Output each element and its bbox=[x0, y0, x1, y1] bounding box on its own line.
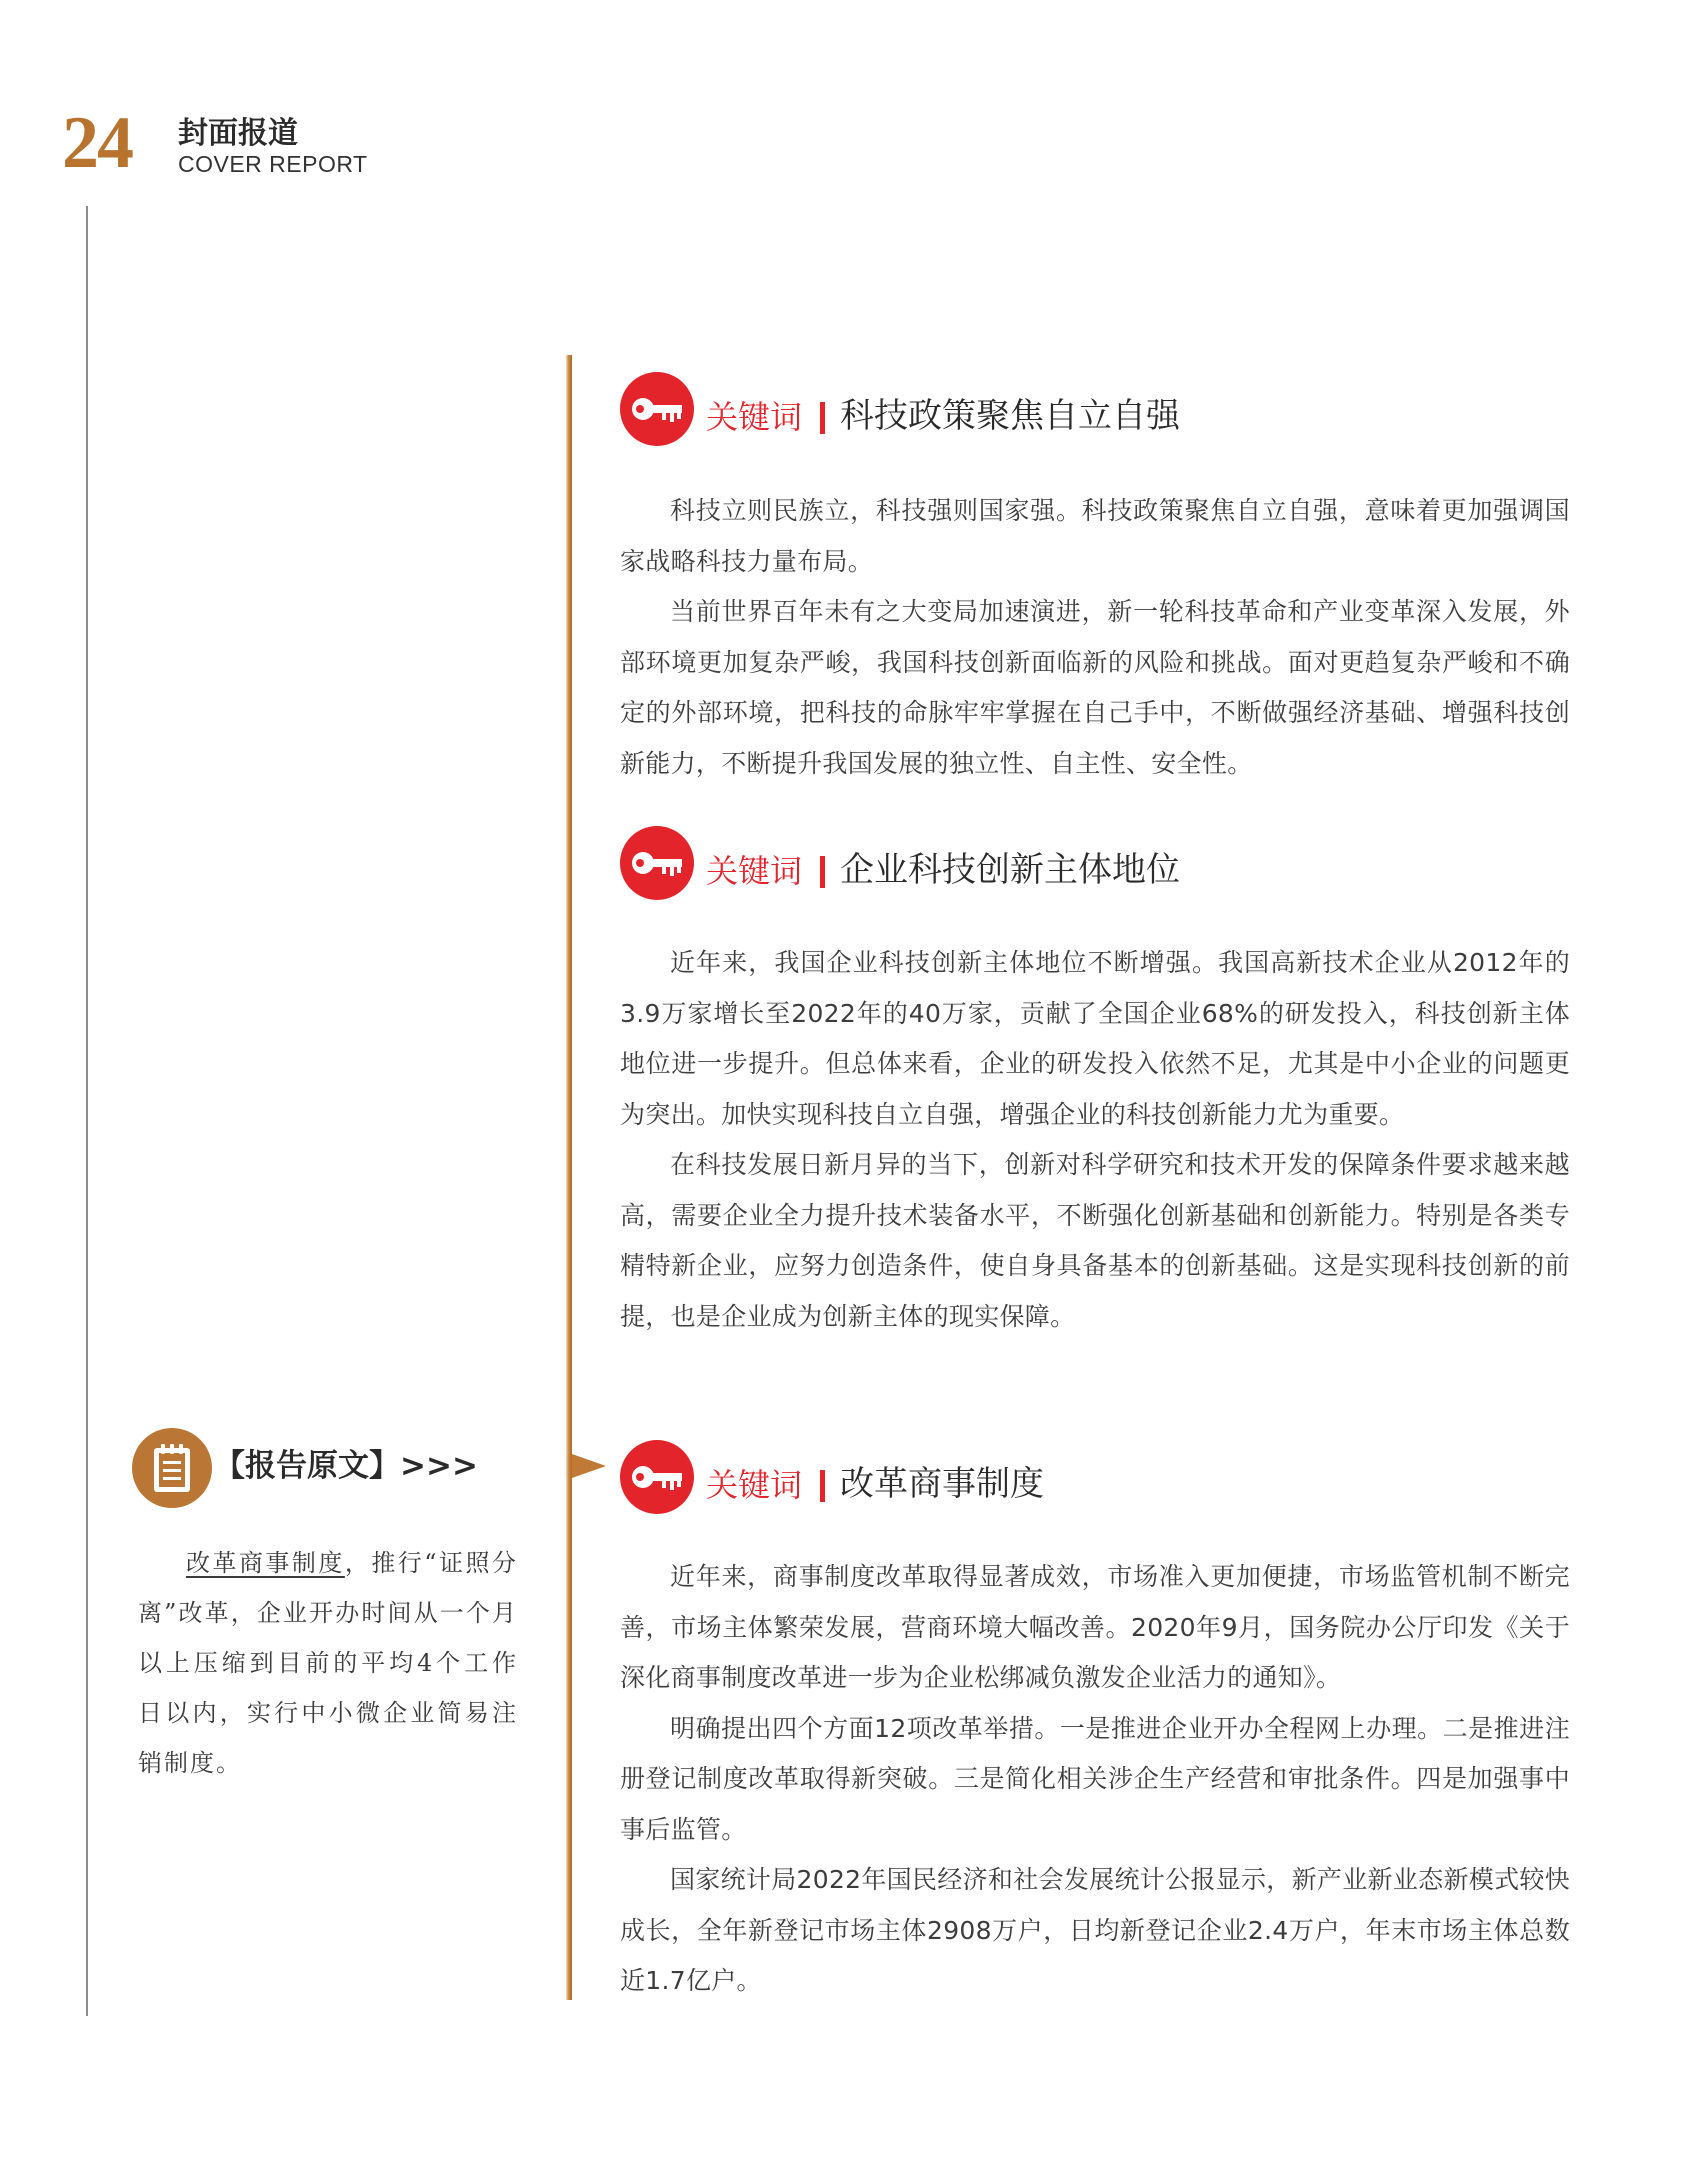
paragraph: 国家统计局2022年国民经济和社会发展统计公报显示，新产业新业态新模式较快成长，全年新登记市场主体2908万户，日均新登记企业2.4万户，年末市场主体总数近1.7亿户。 bbox=[620, 1865, 1570, 1995]
report-excerpt bbox=[138, 1538, 518, 1788]
section-title-cn: 封面报道 bbox=[178, 116, 298, 151]
keyword-separator bbox=[820, 856, 825, 888]
keyword-heading-2 bbox=[620, 826, 1320, 902]
keyword-title: 企业科技创新主体地位 bbox=[840, 850, 1180, 890]
section-body-3 bbox=[620, 1552, 1570, 2007]
section-body-2 bbox=[620, 938, 1570, 1342]
clipboard-icon bbox=[132, 1428, 212, 1508]
paragraph: 近年来，商事制度改革取得显著成效，市场准入更加便捷，市场监管机制不断完善，市场主体繁荣发展，营商环境大幅改善。2020年9月，国务院办公厅印发《关于深化商事制度改革进一步为企业松绑减负激发企业活力的通知》。 bbox=[620, 1562, 1570, 1692]
paragraph: 科技立则民族立，科技强则国家强。科技政策聚焦自立自强，意味着更加强调国家战略科技力量布局。 bbox=[620, 496, 1570, 576]
section-title-en: COVER REPORT bbox=[178, 151, 368, 177]
paragraph: 明确提出四个方面12项改革举措。一是推进企业开办全程网上办理。二是推进注册登记制度改革取得新突破。三是简化相关涉企生产经营和审批条件。四是加强事中事后监管。 bbox=[620, 1713, 1570, 1844]
keyword-heading-3 bbox=[620, 1440, 1320, 1516]
key-icon bbox=[620, 372, 694, 446]
paragraph: 在科技发展日新月异的当下，创新对科学研究和技术开发的保障条件要求越来越高，需要企业全力提升技术装备水平，不断强化创新基础和创新能力。特别是各类专精特新企业，应努力创造条件，使自身具备基本的创新基础。这是实现科技创新的前提，也是企业成为创新主体的现实保障。 bbox=[620, 1150, 1570, 1331]
keyword-heading-1 bbox=[620, 372, 1320, 448]
keyword-label: 关键词 bbox=[706, 398, 803, 436]
key-icon bbox=[620, 826, 694, 900]
key-icon bbox=[620, 1440, 694, 1514]
keyword-title: 科技政策聚焦自立自强 bbox=[840, 396, 1180, 436]
paragraph: 当前世界百年未有之大变局加速演进，新一轮科技革命和产业变革深入发展，外部环境更加复杂严峻，我国科技创新面临新的风险和挑战。面对更趋复杂严峻和不确定的外部环境，把科技的命脉牢牢掌握在自己手中，不断做强经济基础、增强科技创新能力，不断提升我国发展的独立性、自主性、安全性。 bbox=[620, 597, 1570, 778]
page-number: 24 bbox=[62, 102, 132, 184]
keyword-separator bbox=[820, 1470, 825, 1502]
report-heading: 【报告原文】>>> bbox=[214, 1448, 478, 1484]
paragraph: 近年来，我国企业科技创新主体地位不断增强。我国高新技术企业从2012年的3.9万家增长至2022年的40万家，贡献了全国企业68%的研发投入，科技创新主体地位进一步提升。但总体来看，企业的研发投入依然不足，尤其是中小企业的问题更为突出。加快实现科技自立自强，增强企业的科技创新能力尤为重要。 bbox=[620, 948, 1570, 1129]
keyword-label: 关键词 bbox=[706, 1466, 803, 1504]
keyword-separator bbox=[820, 402, 825, 434]
center-divider bbox=[566, 355, 572, 2000]
report-text: ，推行“证照分离”改革，企业开办时间从一个月以上压缩到目前的平均4个工作日以内，实行中小微企业简易注销制度。 bbox=[138, 1549, 518, 1777]
section-body-1 bbox=[620, 486, 1570, 789]
report-highlight: 改革商事制度 bbox=[186, 1549, 345, 1577]
pointer-arrow-icon bbox=[572, 1454, 606, 1478]
keyword-label: 关键词 bbox=[706, 852, 803, 890]
keyword-title: 改革商事制度 bbox=[840, 1464, 1044, 1504]
left-divider bbox=[86, 206, 88, 2016]
